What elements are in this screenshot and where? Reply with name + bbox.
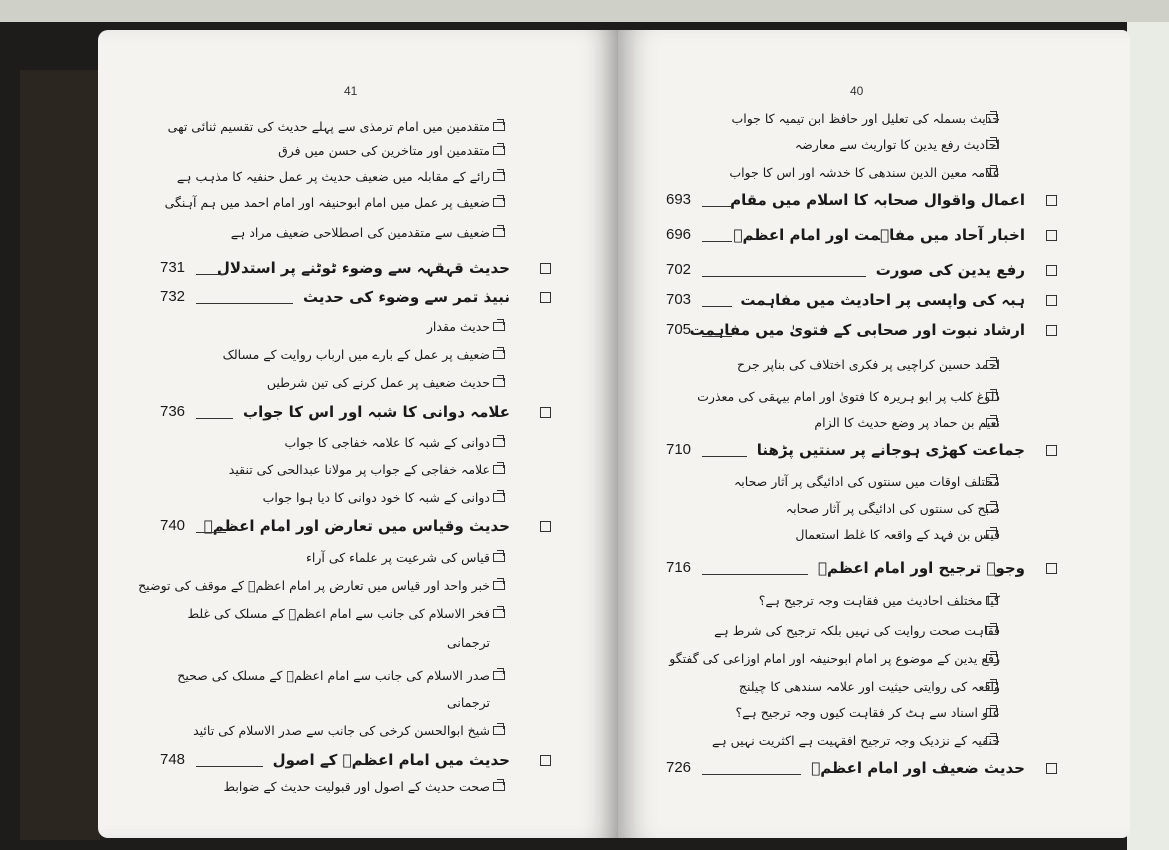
entry-marker-icon bbox=[986, 168, 998, 177]
toc-heading-text: اعمال واقوال صحابہ کا اسلام میں مقام bbox=[730, 191, 1025, 209]
leader-line bbox=[196, 274, 226, 275]
entry-marker-icon bbox=[493, 122, 505, 131]
leader-line bbox=[702, 276, 866, 277]
toc-sub-text: قیس بن فہد کے واقعہ کا غلط استعمال bbox=[795, 526, 1000, 542]
toc-sub-entry bbox=[306, 544, 490, 570]
entry-marker-icon bbox=[493, 493, 505, 502]
toc-sub-text: ضعیف سے متقدمین کی اصطلاحی ضعیف مراد ہے bbox=[230, 224, 490, 240]
toc-sub-entry bbox=[427, 313, 490, 339]
leader-line bbox=[196, 418, 233, 419]
toc-sub-text: صبح کی سنتوں کی ادائیگی پر آثار صحابہ bbox=[785, 500, 1000, 516]
entry-marker-icon bbox=[493, 581, 505, 590]
toc-sub-text: ضعیف پر عمل میں امام ابوحنیفہ اور امام احمد میں ہم آہنگی bbox=[164, 194, 490, 210]
leader-line bbox=[196, 532, 226, 533]
background-top bbox=[0, 0, 1169, 22]
toc-heading-text: رفع یدین کی صورت bbox=[875, 261, 1025, 279]
heading-box-icon bbox=[540, 755, 551, 766]
entry-marker-icon bbox=[986, 360, 998, 369]
right-page bbox=[618, 30, 1130, 838]
toc-page-number: 731 bbox=[160, 259, 186, 276]
toc-sub-text: علامہ معین الدین سندھی کا خدشہ اور اس کا جواب bbox=[729, 164, 1000, 180]
heading-box-icon bbox=[540, 407, 551, 418]
heading-box-icon bbox=[540, 521, 551, 532]
entry-marker-icon bbox=[986, 504, 998, 513]
leader-line bbox=[196, 303, 293, 304]
leader-line bbox=[702, 456, 747, 457]
toc-sub-entry bbox=[795, 131, 1000, 157]
entry-marker-icon bbox=[986, 626, 998, 635]
toc-sub-entry bbox=[278, 137, 490, 163]
toc-sub-text: ترجمانی bbox=[446, 634, 490, 650]
toc-sub-text: نعیم بن حماد پر وضع حدیث کا الزام bbox=[814, 414, 1000, 430]
toc-sub-entry bbox=[669, 645, 1000, 671]
book-edge bbox=[20, 70, 100, 840]
toc-heading-text: اخبار آحاد میں مفاہمت اور امام اعظمؒ bbox=[733, 226, 1025, 244]
entry-marker-icon bbox=[986, 140, 998, 149]
heading-box-icon bbox=[540, 263, 551, 274]
toc-sub-text: متقدمین اور متاخرین کی حسن میں فرق bbox=[278, 142, 490, 158]
entry-marker-icon bbox=[493, 350, 505, 359]
toc-sub-text: خبر واحد اور قیاس میں تعارض پر امام اعظمؒ کے موقف کی توضیح bbox=[138, 577, 490, 593]
toc-sub-entry bbox=[735, 699, 1000, 725]
toc-sub-entry bbox=[177, 662, 490, 688]
toc-heading-text: حدیث قہقہہ سے وضوء ٹوٹنے پر استدلال bbox=[216, 259, 510, 277]
leader-line bbox=[702, 336, 732, 337]
toc-sub-entry bbox=[786, 495, 1000, 521]
entry-marker-icon bbox=[493, 609, 505, 618]
toc-sub-entry bbox=[188, 600, 490, 626]
toc-sub-text: حدیث مقدار bbox=[426, 318, 490, 334]
toc-sub-entry bbox=[229, 456, 490, 482]
toc-sub-entry bbox=[284, 429, 490, 455]
toc-sub-entry bbox=[731, 105, 1000, 131]
entry-marker-icon bbox=[493, 172, 505, 181]
toc-sub-entry bbox=[759, 587, 1000, 613]
entry-marker-icon bbox=[986, 654, 998, 663]
toc-sub-entry bbox=[447, 689, 490, 715]
toc-sub-entry bbox=[712, 727, 1000, 753]
toc-page-number: 716 bbox=[666, 559, 692, 576]
entry-marker-icon bbox=[493, 465, 505, 474]
entry-marker-icon bbox=[493, 228, 505, 237]
toc-heading-text: ہبہ کی واپسی پر احادیث میں مفاہمت bbox=[740, 291, 1025, 309]
heading-box-icon bbox=[1046, 195, 1057, 206]
toc-sub-text: قیاس کی شرعیت پر علماء کی آراء bbox=[305, 549, 490, 565]
entry-marker-icon bbox=[493, 671, 505, 680]
toc-sub-text: علو اسناد سے ہٹ کر فقاہت کیوں وجہ ترجیح ہے؟ bbox=[735, 704, 1000, 720]
toc-sub-entry bbox=[814, 409, 1000, 435]
toc-heading-entry bbox=[217, 255, 510, 281]
toc-page-number: 693 bbox=[666, 191, 692, 208]
leader-line bbox=[702, 574, 808, 575]
entry-marker-icon bbox=[986, 708, 998, 717]
entry-marker-icon bbox=[986, 418, 998, 427]
toc-sub-text: واقعہ کی روایتی حیثیت اور علامہ سندھی کا چیلنج bbox=[738, 678, 1000, 694]
toc-heading-text: حدیث وقیاس میں تعارض اور امام اعظمؒ bbox=[203, 517, 510, 535]
toc-page-number: 748 bbox=[160, 751, 186, 768]
toc-sub-entry bbox=[729, 159, 1000, 185]
toc-sub-entry bbox=[267, 369, 490, 395]
left-page bbox=[98, 30, 620, 838]
toc-sub-text: ترجمانی bbox=[446, 694, 490, 710]
entry-marker-icon bbox=[493, 378, 505, 387]
toc-sub-text: متقدمین میں امام ترمذی سے پہلے حدیث کی تقسیم ثنائی تھی bbox=[167, 118, 490, 134]
toc-sub-text: شیخ ابوالحسن کرخی کی جانب سے صدر الاسلام کی تائید bbox=[193, 722, 490, 738]
toc-sub-entry bbox=[739, 673, 1000, 699]
toc-heading-entry bbox=[730, 187, 1025, 213]
toc-sub-entry bbox=[714, 617, 1000, 643]
entry-marker-icon bbox=[493, 782, 505, 791]
entry-marker-icon bbox=[986, 530, 998, 539]
page-number: 40 bbox=[850, 84, 864, 98]
toc-heading-entry bbox=[740, 287, 1025, 313]
entry-marker-icon bbox=[986, 682, 998, 691]
leader-line bbox=[702, 306, 732, 307]
toc-sub-entry bbox=[223, 341, 490, 367]
toc-page-number: 732 bbox=[160, 288, 186, 305]
entry-marker-icon bbox=[493, 726, 505, 735]
toc-sub-entry bbox=[737, 351, 1000, 377]
leader-line bbox=[196, 766, 263, 767]
toc-heading-text: نبیذ تمر سے وضوء کی حدیث bbox=[303, 288, 510, 306]
heading-box-icon bbox=[540, 292, 551, 303]
toc-heading-entry bbox=[243, 399, 510, 425]
toc-sub-text: احمد حسین کراچیی پر فکری اختلاف کی بناپر جرح bbox=[736, 356, 1000, 372]
entry-marker-icon bbox=[986, 477, 998, 486]
toc-sub-entry bbox=[177, 163, 490, 189]
toc-sub-text: علامہ خفاجی کے جواب پر مولانا عبدالحی کی تنقید bbox=[228, 461, 490, 477]
toc-page-number: 740 bbox=[160, 517, 186, 534]
entry-marker-icon bbox=[493, 322, 505, 331]
entry-marker-icon bbox=[986, 736, 998, 745]
heading-box-icon bbox=[1046, 265, 1057, 276]
toc-sub-text: صدر الاسلام کی جانب سے امام اعظمؒ کے مسلک کی صحیح bbox=[177, 667, 490, 683]
leader-line bbox=[702, 774, 801, 775]
toc-heading-text: جماعت کھڑی ہوجانے پر سنتیں پڑھنا bbox=[756, 441, 1025, 459]
toc-sub-text: احادیث رفع یدین کا تواریث سے معارضہ bbox=[794, 136, 1000, 152]
toc-heading-entry bbox=[757, 437, 1025, 463]
toc-sub-text: حدیث بسملہ کی تعلیل اور حافظ ابن تیمیہ کا جواب bbox=[731, 110, 1000, 126]
toc-sub-text: حنفیہ کے نزدیک وجہ ترجیح افقہیت ہے اکثریت نہیں ہے bbox=[712, 732, 1000, 748]
heading-box-icon bbox=[1046, 763, 1057, 774]
toc-sub-text: کیا مختلف احادیث میں فقاہت وجہ ترجیح ہے؟ bbox=[758, 592, 1000, 608]
toc-sub-text: دوانی کے شبہ کا علامہ خفاجی کا جواب bbox=[284, 434, 490, 450]
entry-marker-icon bbox=[986, 114, 998, 123]
toc-sub-entry bbox=[697, 383, 1000, 409]
page-number: 41 bbox=[344, 84, 358, 98]
toc-page-number: 705 bbox=[666, 321, 692, 338]
leader-line bbox=[702, 206, 732, 207]
entry-marker-icon bbox=[493, 146, 505, 155]
toc-heading-entry bbox=[204, 513, 510, 539]
toc-page-number: 696 bbox=[666, 226, 692, 243]
toc-page-number: 726 bbox=[666, 759, 692, 776]
toc-sub-text: رائے کے مقابلہ میں ضعیف حدیث پر عمل حنفیہ کا مذہب ہے bbox=[176, 168, 490, 184]
toc-sub-entry bbox=[224, 773, 491, 799]
entry-marker-icon bbox=[493, 553, 505, 562]
toc-sub-entry bbox=[193, 717, 490, 743]
toc-sub-text: فقاہت صحت روایت کی نہیں بلکہ ترجیح کی شرط ہے bbox=[714, 622, 1000, 638]
heading-box-icon bbox=[1046, 230, 1057, 241]
toc-sub-text: صحت حدیث کے اصول اور قبولیت حدیث کے ضوابط bbox=[223, 778, 490, 794]
toc-heading-entry bbox=[303, 284, 510, 310]
toc-page-number: 710 bbox=[666, 441, 692, 458]
heading-box-icon bbox=[1046, 295, 1057, 306]
toc-heading-entry bbox=[690, 317, 1025, 343]
entry-marker-icon bbox=[493, 438, 505, 447]
toc-page-number: 702 bbox=[666, 261, 692, 278]
toc-sub-entry bbox=[138, 572, 490, 598]
heading-box-icon bbox=[1046, 445, 1057, 456]
toc-sub-entry bbox=[165, 189, 490, 215]
toc-heading-entry bbox=[818, 555, 1025, 581]
entry-marker-icon bbox=[986, 392, 998, 401]
toc-sub-entry bbox=[168, 113, 490, 139]
toc-heading-entry bbox=[273, 747, 510, 773]
toc-sub-entry bbox=[231, 219, 490, 245]
entry-marker-icon bbox=[986, 596, 998, 605]
toc-sub-text: مختلف اوقات میں سنتوں کی ادائیگی پر آثار صحابہ bbox=[733, 473, 1000, 489]
leader-line bbox=[702, 241, 732, 242]
toc-sub-text: فخر الاسلام کی جانب سے امام اعظمؒ کے مسلک کی غلط bbox=[187, 605, 490, 621]
toc-heading-text: حدیث میں امام اعظمؒ کے اصول bbox=[272, 751, 510, 769]
toc-heading-text: وجوہ ترجیح اور امام اعظمؒ bbox=[817, 559, 1025, 577]
toc-sub-text: دوانی کے شبہ کا خود دوانی کا دیا ہوا جواب bbox=[262, 489, 490, 505]
toc-page-number: 703 bbox=[666, 291, 692, 308]
toc-sub-text: ضعیف پر عمل کے بارے میں ارباب روایت کے مسالک bbox=[222, 346, 490, 362]
toc-heading-text: علامہ دوانی کا شبہ اور اس کا جواب bbox=[243, 403, 510, 421]
toc-heading-entry bbox=[734, 222, 1025, 248]
toc-heading-text: حدیث ضعیف اور امام اعظمؒ bbox=[811, 759, 1025, 777]
toc-heading-text: ارشاد نبوت اور صحابی کے فتویٰ میں مفاہمت bbox=[689, 321, 1025, 339]
background-right bbox=[1127, 22, 1169, 850]
entry-marker-icon bbox=[493, 198, 505, 207]
toc-sub-text: حدیث ضعیف پر عمل کرنے کی تین شرطیں bbox=[266, 374, 490, 390]
toc-sub-entry bbox=[447, 629, 490, 655]
toc-sub-text: دلوغ کلب پر ابو ہریرہ کا فتویٰ اور امام بیہقی کی معذرت bbox=[697, 388, 1000, 404]
toc-heading-entry bbox=[811, 755, 1025, 781]
toc-sub-entry bbox=[263, 484, 490, 510]
toc-sub-entry bbox=[795, 521, 1000, 547]
heading-box-icon bbox=[1046, 325, 1057, 336]
toc-sub-entry bbox=[734, 468, 1000, 494]
toc-heading-entry bbox=[876, 257, 1025, 283]
heading-box-icon bbox=[1046, 563, 1057, 574]
toc-sub-text: رفع یدین کے موضوع پر امام ابوحنیفہ اور امام اوزاعی کی گفتگو bbox=[669, 650, 1000, 666]
toc-page-number: 736 bbox=[160, 403, 186, 420]
